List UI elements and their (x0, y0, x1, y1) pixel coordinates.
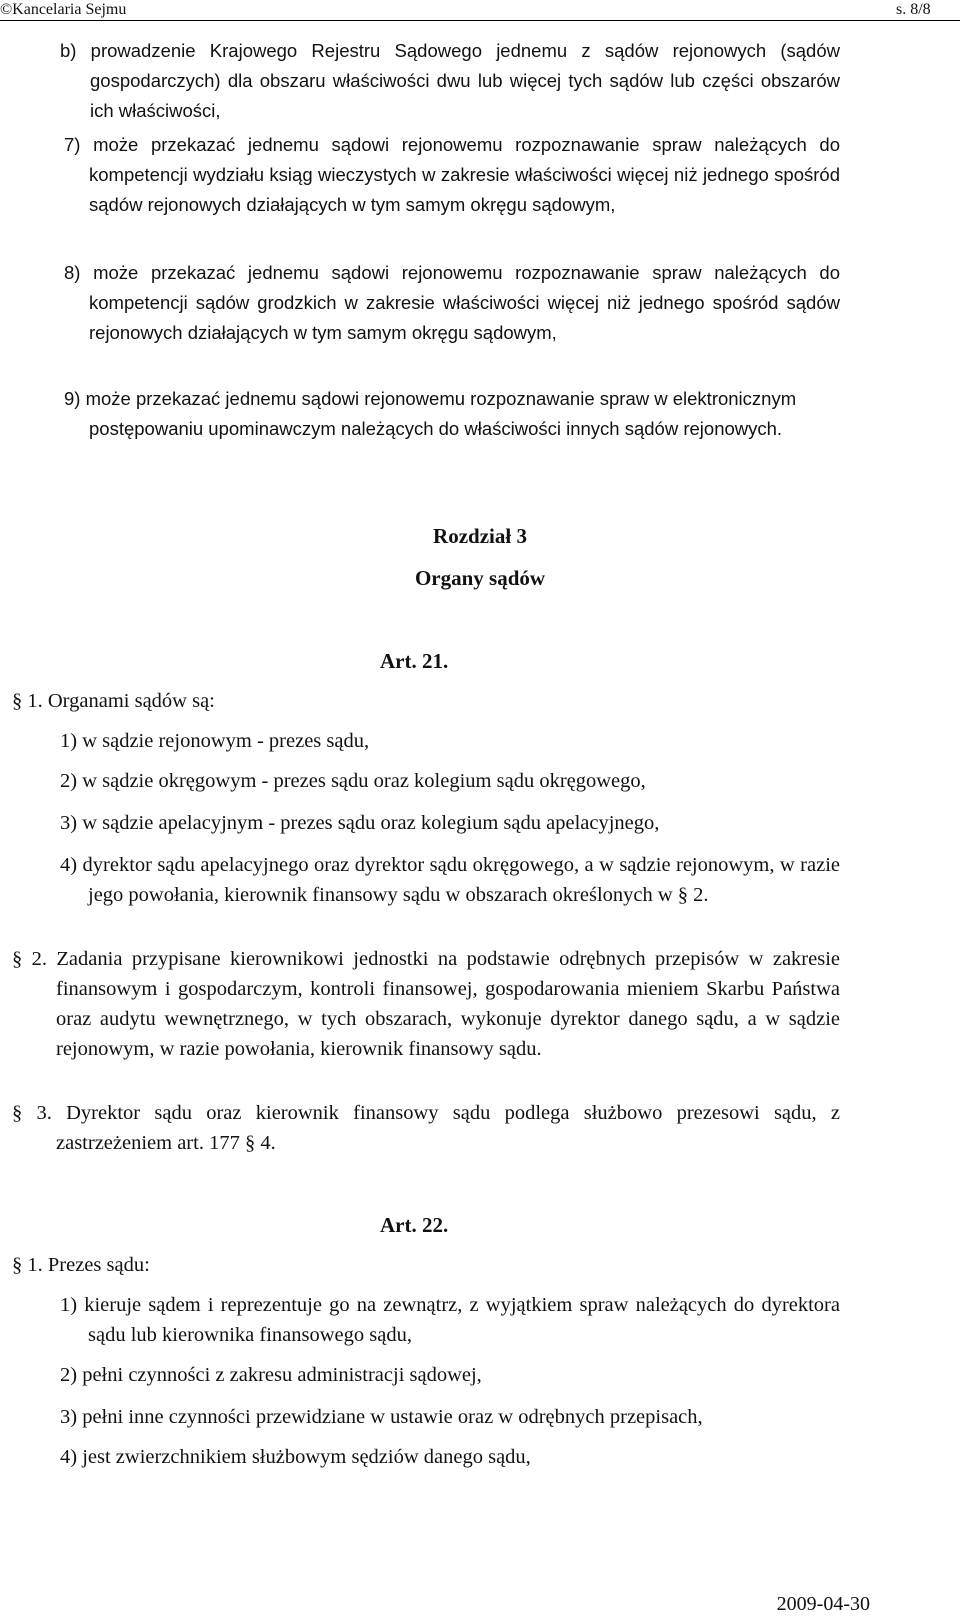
item-8: 8) może przekazać jednemu sądowi rejonowemu rozpoznawanie spraw należących do kompetencji sądów grodzkich w zakresie właściwości więcej niż jednego spośród sądów rejonowych działających w tym samym okręgu sądowym, (64, 262, 840, 343)
art22-item-3: 3) pełni inne czynności przewidziane w ustawie oraz w odrębnych przepisach, (60, 1406, 703, 1428)
header-page-number: s. 8/8 (896, 1, 931, 18)
art21-item-4: 4) dyrektor sądu apelacyjnego oraz dyrektor sądu okręgowego, a w sądzie rejonowym, w razie jego powołania, kierownik finansowy sądu w obszarach określonych w § 2. (60, 854, 840, 906)
art21-paragraph-1-intro: § 1. Organami sądów są: (12, 690, 215, 712)
art22-item-1: 1) kieruje sądem i reprezentuje go na zewnątrz, z wyjątkiem spraw należących do dyrektora sądu lub kierownika finansowego sądu, (60, 1294, 840, 1346)
item-7: 7) może przekazać jednemu sądowi rejonowemu rozpoznawanie spraw należących do kompetencji wydziału ksiąg wieczystych w zakresie właściwości więcej niż jednego spośród sądów rejonowych działających w tym samym okręgu sądowym, (64, 134, 840, 215)
header-divider (0, 20, 960, 21)
art21-item-2: 2) w sądzie okręgowym - prezes sądu oraz kolegium sądu okręgowego, (60, 770, 646, 792)
footer-date: 2009-04-30 (776, 1593, 870, 1615)
art21-paragraph-2: § 2. Zadania przypisane kierownikowi jednostki na podstawie odrębnych przepisów w zakresie finansowym i gospodarczym, kontroli finansowej, gospodarowania mieniem Skarbu Państwa oraz audytu wewnętrznego, w tych obszarach, wykonuje dyrektor danego sądu, a w sądzie rejonowym, w razie powołania, kierownik finansowy sądu. (12, 948, 840, 1060)
chapter-title: Organy sądów (414, 566, 546, 590)
art21-item-3: 3) w sądzie apelacyjnym - prezes sądu oraz kolegium sądu apelacyjnego, (60, 812, 660, 834)
art22-item-4: 4) jest zwierzchnikiem służbowym sędziów danego sądu, (60, 1446, 531, 1468)
article-21-heading: Art. 21. (380, 649, 449, 673)
item-9: 9) może przekazać jednemu sądowi rejonowemu rozpoznawanie spraw w elektronicznym postępowaniu upominawczym należących do właściwości innych sądów rejonowych. (64, 388, 797, 439)
art21-item-1: 1) w sądzie rejonowym - prezes sądu, (60, 730, 370, 752)
art21-paragraph-3: § 3. Dyrektor sądu oraz kierownik finansowy sądu podlega służbowo prezesowi sądu, z zastrzeżeniem art. 177 § 4. (12, 1102, 840, 1154)
article-22-heading: Art. 22. (380, 1213, 449, 1237)
art22-paragraph-1-intro: § 1. Prezes sądu: (12, 1254, 150, 1276)
chapter-number: Rozdział 3 (433, 524, 527, 548)
subitem-b: b) prowadzenie Krajowego Rejestru Sądowego jednemu z sądów rejonowych (sądów gospodarczych) dla obszaru właściwości dwu lub więcej tych sądów lub części obszarów ich właściwości, (60, 40, 840, 121)
header-source: ©Kancelaria Sejmu (0, 1, 127, 18)
art22-item-2: 2) pełni czynności z zakresu administracji sądowej, (60, 1364, 482, 1386)
